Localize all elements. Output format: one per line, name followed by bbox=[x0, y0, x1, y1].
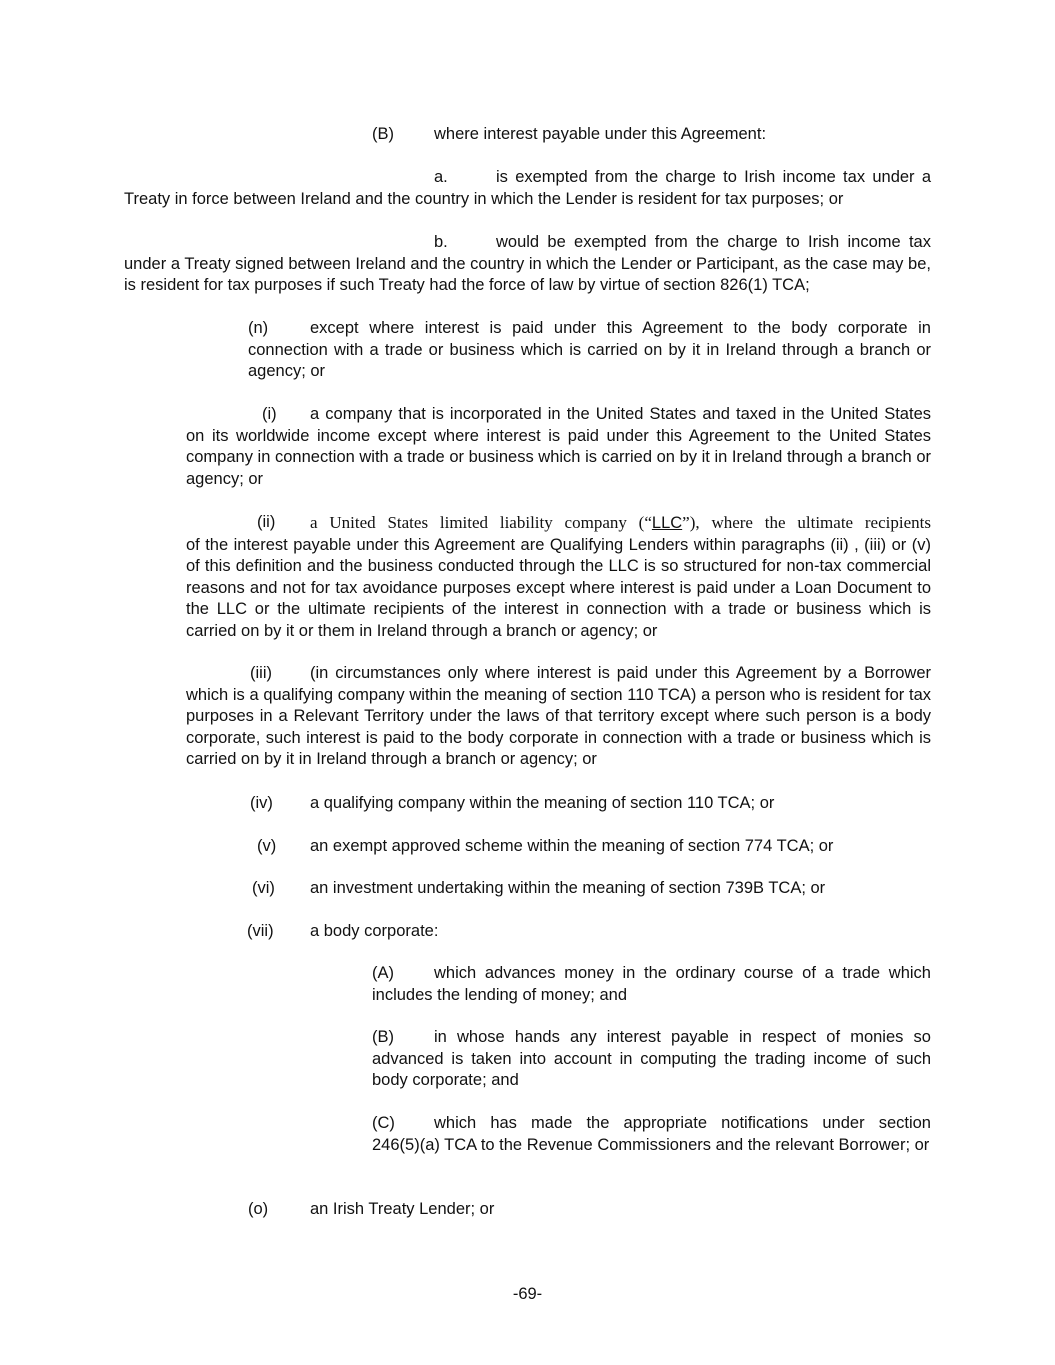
clause-text-first-line: is exempted from the charge to Irish income tax under a bbox=[496, 168, 931, 186]
clause-C bbox=[372, 1113, 931, 1156]
clause-text-first-line: a company that is incorporated in the United States and taxed in the United States bbox=[310, 405, 931, 423]
clause-text-first-line: except where interest is paid under this Agreement to the body corporate in bbox=[310, 319, 931, 337]
clause-label: (C) bbox=[372, 1114, 395, 1132]
clause-text: an Irish Treaty Lender; or bbox=[310, 1200, 495, 1218]
clause-vi bbox=[252, 878, 825, 900]
clause-o bbox=[248, 1199, 494, 1221]
clause-text-first-line: which advances money in the ordinary course of a trade which bbox=[434, 964, 931, 982]
clause-i bbox=[186, 404, 931, 490]
clause-text-rest: connection with a trade or business which is carried on by it in Ireland through a branch or agency; or bbox=[248, 340, 931, 380]
clause-text-first-line: in whose hands any interest payable in respect of monies so bbox=[434, 1028, 931, 1046]
clause-b bbox=[124, 232, 931, 297]
clause-text-rest: Treaty in force between Ireland and the country in which the Lender is resident for tax purposes; or bbox=[124, 189, 844, 208]
clause-label: (o) bbox=[248, 1200, 269, 1218]
clause-a bbox=[124, 167, 931, 210]
clause-text-first-line: which has made the appropriate notifications under section bbox=[434, 1114, 931, 1132]
clause-label: (ii) bbox=[257, 513, 276, 531]
clause-text: where interest payable under this Agreement: bbox=[434, 125, 767, 143]
clause-iii bbox=[186, 663, 931, 771]
clause-text: a qualifying company within the meaning of section 110 TCA; or bbox=[310, 794, 775, 812]
clause-label: (vi) bbox=[252, 879, 275, 897]
clause-text-first-line: (in circumstances only where interest is paid under this Agreement by a Borrower bbox=[310, 664, 931, 682]
clause-B-top bbox=[372, 124, 766, 146]
clause-label: (B) bbox=[372, 125, 394, 143]
clause-label: (v) bbox=[257, 837, 277, 855]
clause-text: an investment undertaking within the meaning of section 739B TCA; or bbox=[310, 879, 826, 897]
clause-text-rest: 246(5)(a) TCA to the Revenue Commissioners and the relevant Borrower; or bbox=[372, 1135, 930, 1154]
clause-label: a. bbox=[434, 168, 448, 186]
clause-label: (A) bbox=[372, 964, 394, 982]
clause-label: (n) bbox=[248, 319, 269, 337]
llc-defined-term: LLC bbox=[651, 514, 683, 532]
clause-text-rest: includes the lending of money; and bbox=[372, 985, 628, 1004]
text-segment: a United States limited liability company (“ bbox=[310, 513, 652, 532]
clause-text: an exempt approved scheme within the meaning of section 774 TCA; or bbox=[310, 837, 834, 855]
clause-text-rest: which is a qualifying company within the meaning of section 110 TCA) a person who is resident for tax purposes in a Relevant Territory under the laws of that territory except where such person is a body corporate, such interest is paid to the body corporate in connection with a trade or business which is carried on by it in Ireland through a branch or agency; or bbox=[186, 685, 931, 768]
text-segment: ”), where the ultimate recipients bbox=[682, 513, 931, 532]
clause-ii bbox=[186, 512, 931, 642]
clause-n bbox=[248, 318, 931, 383]
clause-label: (iii) bbox=[250, 664, 272, 682]
page-number: -69- bbox=[512, 1285, 543, 1303]
clause-label: b. bbox=[434, 233, 448, 251]
clause-text-rest: of the interest payable under this Agreement are Qualifying Lenders within paragraphs (ii) , (iii) or (v) of this definition and the business conducted through the LLC is so structured for non-tax commercial reasons and not for tax avoidance purposes except where interest is paid under a Loan Document to the LLC or the ultimate recipients of the interest in connection with a trade or business which is carried on by it or them in Ireland through a branch or agency; or bbox=[186, 535, 931, 640]
clause-v bbox=[257, 836, 833, 858]
clause-iv bbox=[250, 793, 774, 815]
clause-label: (i) bbox=[262, 405, 277, 423]
clause-text-first-line bbox=[310, 512, 931, 535]
clause-label: (B) bbox=[372, 1028, 394, 1046]
clause-text-first-line: would be exempted from the charge to Irish income tax bbox=[496, 233, 931, 251]
clause-A bbox=[372, 963, 931, 1006]
clause-text-rest: on its worldwide income except where interest is paid under this Agreement to the United States company in connection with a trade or business which is carried on by it in Ireland through a branch or agency; or bbox=[186, 426, 931, 488]
clause-text-rest: advanced is taken into account in computing the trading income of such body corporate; and bbox=[372, 1049, 931, 1089]
clause-B-second bbox=[372, 1027, 931, 1092]
clause-label: (iv) bbox=[250, 794, 273, 812]
clause-vii bbox=[247, 921, 438, 943]
clause-label: (vii) bbox=[247, 922, 274, 940]
clause-text: a body corporate: bbox=[310, 922, 439, 940]
clause-text-rest: under a Treaty signed between Ireland and the country in which the Lender or Participant, as the case may be, is resident for tax purposes if such Treaty had the force of law by virtue of section 826(1) TCA; bbox=[124, 254, 931, 294]
